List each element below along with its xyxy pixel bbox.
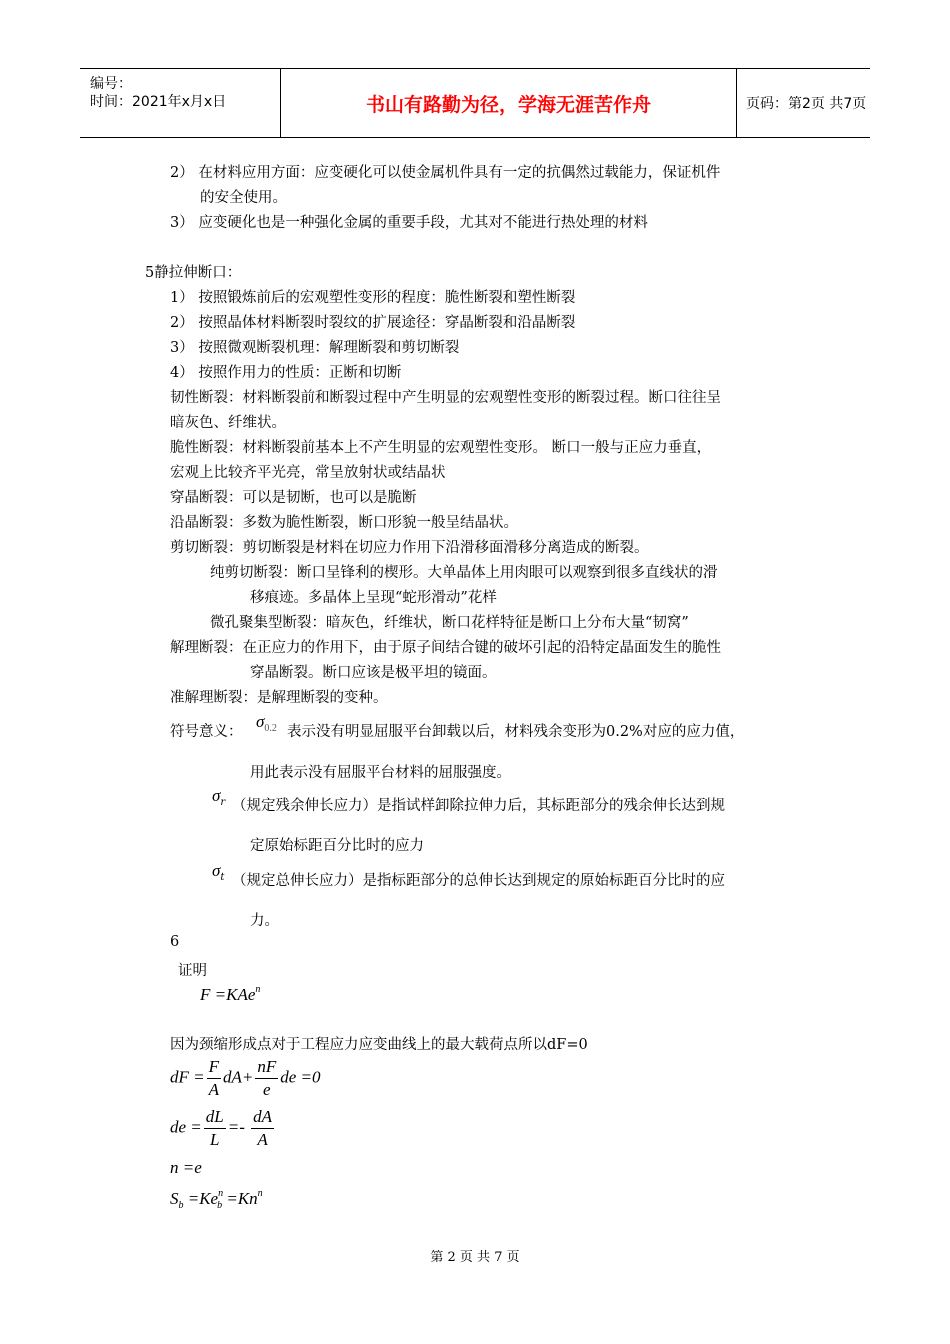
- time-label: 时间：2021年x月x日: [90, 94, 227, 110]
- text-line: （规定总伸长应力）是指标距部分的总伸长达到规定的原始标距百分比时的应: [232, 873, 725, 889]
- code-label: 编号：: [90, 76, 132, 92]
- text-line: 因为颈缩形成点对于工程应力应变曲线上的最大载荷点所以dF=0: [170, 1037, 588, 1053]
- text-line: 穿晶断裂：可以是韧断，也可以是脆断: [170, 490, 417, 506]
- text-line: 穿晶断裂。断口应该是极平坦的镜面。: [250, 665, 497, 681]
- equation-sb: $S_b =Ke^n_b =Kn^n$: [170, 1188, 263, 1211]
- page-footer: 第 2 页 共 7 页: [430, 1250, 520, 1265]
- text-line: 纯剪切断裂：断口呈锋利的楔形。大单晶体上用肉眼可以观察到很多直线状的滑: [210, 565, 718, 581]
- text-line: 3） 按照微观断裂机理：解理断裂和剪切断裂: [170, 340, 460, 356]
- sigma-02-symbol: $\sigma_{0.2}$: [256, 712, 277, 734]
- sigma-r-symbol: $\sigma_r$: [212, 786, 226, 808]
- text-line: 表示没有明显屈服平台卸载以后，材料残余变形为0.2%对应的应力值，: [287, 724, 745, 740]
- text-line: 微孔聚集型断裂：暗灰色，纤维状，断口花样特征是断口上分布大量“韧窝”: [210, 615, 689, 631]
- sigma-t-symbol: $\sigma_t$: [212, 861, 225, 883]
- equation-n-e: n =e: [170, 1158, 202, 1177]
- text-line: 解理断裂：在正应力的作用下，由于原子间结合键的破坏引起的沿特定晶面发生的脆性: [170, 640, 721, 656]
- equation-force: F =KAe$^n$: [200, 984, 261, 1004]
- symbol-heading: 符号意义：: [170, 724, 243, 740]
- page-header: [80, 68, 870, 138]
- text-line: 1） 按照锻炼前后的宏观塑性变形的程度：脆性断裂和塑性断裂: [170, 290, 576, 306]
- text-line: 4） 按照作用力的性质：正断和切断: [170, 365, 402, 381]
- text-line: 力。: [250, 913, 279, 929]
- text-line: 移痕迹。多晶体上呈现“蛇形滑动”花样: [250, 590, 497, 606]
- text-line: 剪切断裂：剪切断裂是材料在切应力作用下沿滑移面滑移分离造成的断裂。: [170, 540, 649, 556]
- text-line: 沿晶断裂：多数为脆性断裂，断口形貌一般呈结晶状。: [170, 515, 518, 531]
- text-line: （规定残余伸长应力）是指试样卸除拉伸力后，其标距部分的残余伸长达到规: [232, 798, 725, 814]
- text-line: 的安全使用。: [200, 190, 287, 206]
- header-meta: [80, 69, 281, 137]
- text-line: 3） 应变硬化也是一种强化金属的重要手段，尤其对不能进行热处理的材料: [170, 215, 648, 231]
- text-line: 用此表示没有屈服平台材料的屈服强度。: [250, 765, 511, 781]
- text-line: 韧性断裂：材料断裂前和断裂过程中产生明显的宏观塑性变形的断裂过程。断口往往呈: [170, 390, 721, 406]
- equation-dF: dF = $\frac{F}{A}$ dA+ $\frac{nF}{e}$ de =0: [170, 1057, 321, 1099]
- text-line: 宏观上比较齐平光亮，常呈放射状或结晶状: [170, 465, 446, 481]
- text-line: 证明: [178, 963, 207, 979]
- section-heading: 5静拉伸断口：: [145, 265, 242, 281]
- text-line: 暗灰色、纤维状。: [170, 415, 286, 431]
- text-line: 准解理断裂：是解理断裂的变种。: [170, 690, 388, 706]
- equation-de: de = $\frac{dL}{L}$ =- $\frac{dA}{A}$: [170, 1107, 273, 1149]
- motto: 书山有路勤为径，学海无涯苦作舟: [281, 69, 737, 137]
- text-line: 2） 按照晶体材料断裂时裂纹的扩展途径：穿晶断裂和沿晶断裂: [170, 315, 576, 331]
- text-line: 2） 在材料应用方面：应变硬化可以使金属机件具有一定的抗偶然过载能力，保证机件: [170, 165, 721, 181]
- page-counter: 页码：第2页 共7页: [746, 96, 867, 112]
- section-number: 6: [170, 934, 180, 950]
- text-line: 脆性断裂：材料断裂前基本上不产生明显的宏观塑性变形。 断口一般与正应力垂直，: [170, 440, 712, 456]
- text-line: 定原始标距百分比时的应力: [250, 838, 424, 854]
